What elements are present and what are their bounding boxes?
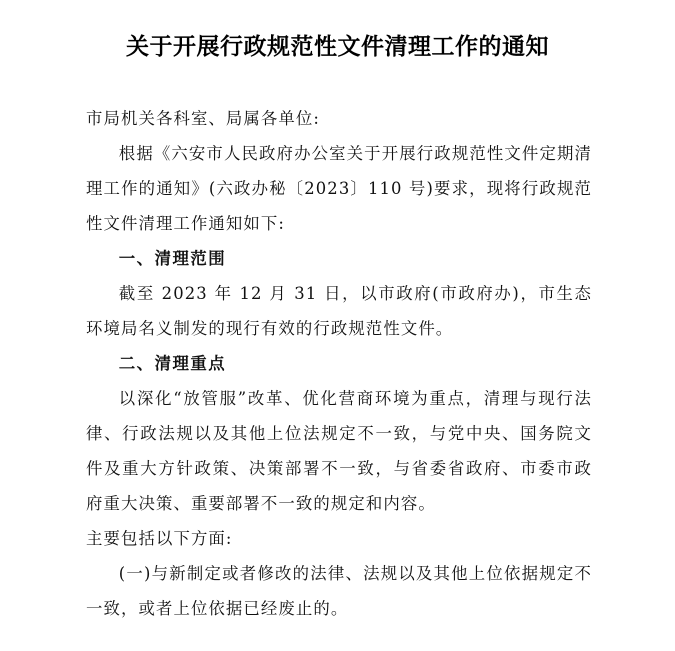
- item-1-paragraph: (一)与新制定或者修改的法律、法规以及其他上位依据规定不一致，或者上位依据已经废止的。: [86, 564, 592, 618]
- section-2-paragraph: 以深化“放管服”改革、优化营商环境为重点，清理与现行法律、行政法规以及其他上位法规定不一致，与党中央、国务院文件及重大方针政策、决策部署不一致，与省委省政府、市委市政府重大决策、重要部署不一致的规定和内容。: [86, 389, 592, 513]
- section-2-heading: 二、清理重点: [118, 354, 227, 373]
- section-1-heading: 一、清理范围: [118, 249, 227, 268]
- intro-paragraph: 根据《六安市人民政府办公室关于开展行政规范性文件定期清理工作的通知》(六政办秘〔2023〕110 号)要求，现将行政规范性文件清理工作通知如下:: [86, 144, 592, 233]
- document-title: 关于开展行政规范性文件清理工作的通知: [126, 34, 549, 60]
- salutation: 市局机关各科室、局属各单位:: [86, 109, 320, 128]
- section-1-paragraph: 截至 2023 年 12 月 31 日，以市政府(市政府办)，市生态环境局名义制发的现行有效的行政规范性文件。: [86, 284, 592, 338]
- document-body: [86, 101, 592, 626]
- section-2-lead: 主要包括以下方面:: [86, 529, 233, 548]
